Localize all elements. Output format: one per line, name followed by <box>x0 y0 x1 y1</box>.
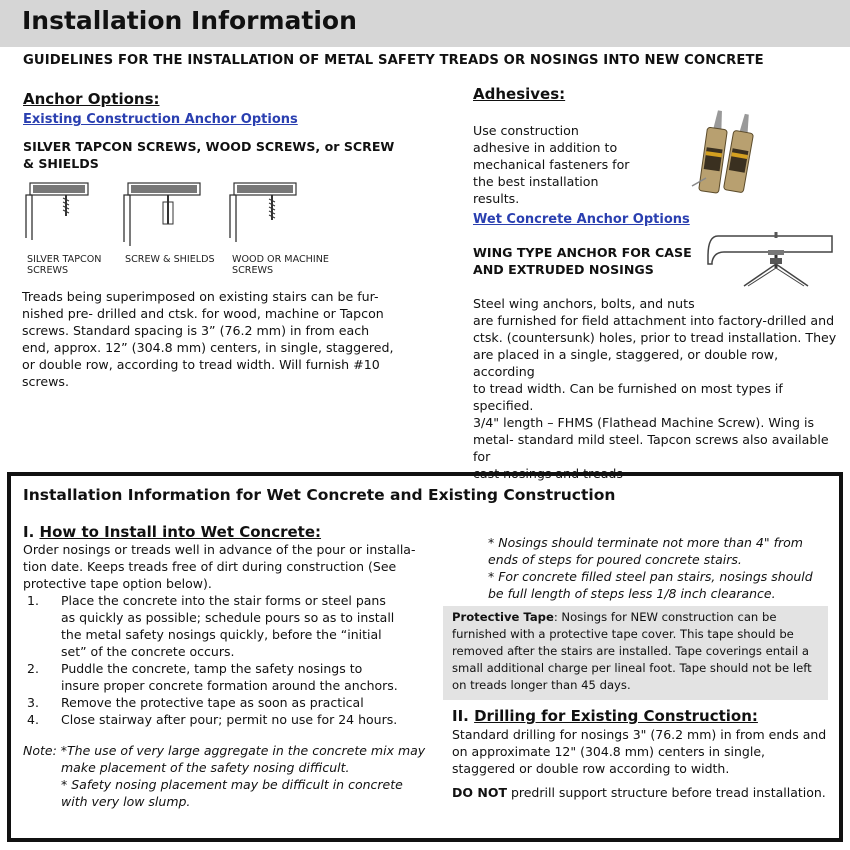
install-step <box>23 711 398 728</box>
do-not-label: DO NOT <box>452 785 507 800</box>
existing-stairs-paragraph: Treads being superimposed on existing stairs can be fur-nished pre- drilled and ctsk. for wood, machine or Tapcon screws. Standard spacing is 3” (76.2 mm) in from each end, approx. 12” (304.8 mm) centers, in single, staggered, or double row, according to tread width. Will furnish #10 screws. <box>22 289 394 389</box>
note-block <box>23 742 426 810</box>
wing-paragraph-line: are placed in a single, staggered, or double row, according <box>473 347 779 379</box>
section-2-title: Drilling for Existing Construction: <box>474 707 758 725</box>
wing-paragraph-line: to tread width. Can be furnished on most types if specified. <box>473 381 783 413</box>
wing-paragraph-line: cast nosings and treads <box>473 466 623 481</box>
caption-tapcon: SILVER TAPCON SCREWS <box>27 254 102 276</box>
adhesives-heading: Adhesives: <box>473 85 566 103</box>
tapcon-tread-image <box>26 183 88 240</box>
existing-construction-anchor-link[interactable]: Existing Construction Anchor Options <box>23 112 298 127</box>
section-2-heading <box>452 707 758 725</box>
header-bar <box>0 0 850 47</box>
caption-wood-machine: WOOD OR MACHINE SCREWS <box>232 254 329 276</box>
do-not-text <box>452 784 827 801</box>
install-step <box>23 660 398 694</box>
protective-tape-body: : Nosings for NEW construction can be furnished with a protective tape cover. This tape should be removed after the stairs are installed. Tape coverings entail a small additional charge per lineal foot. Tape should not be left on treads longer than 45 days. <box>452 610 812 692</box>
wing-anchor-title: WING TYPE ANCHOR FOR CASE AND EXTRUDED NOSINGS <box>473 245 692 277</box>
adhesive-text: Use construction adhesive in addition to mechanical fasteners for the best installation results. <box>473 123 630 206</box>
wood-machine-tread-image <box>230 183 296 242</box>
section-1-heading <box>23 523 321 541</box>
step-text: Remove the protective tape as soon as practical <box>61 695 364 710</box>
step-number: 2. <box>27 661 39 676</box>
nosing-note-line: ends of steps for poured concrete stairs. <box>488 552 742 567</box>
nosing-note-line: be full length of steps less 1/8 inch clearance. <box>488 586 776 601</box>
anchor-options-heading: Anchor Options: <box>23 90 160 108</box>
note-line: * Safety nosing placement may be difficult in concrete <box>61 777 403 792</box>
adhesive-tubes-image <box>682 108 772 196</box>
install-steps-list <box>23 592 398 728</box>
caption-screw-shields: SCREW & SHIELDS <box>125 254 215 265</box>
section-1-prefix: I. <box>23 523 40 541</box>
nosing-note-line: * For concrete filled steel pan stairs, nosings should <box>488 569 813 584</box>
note-label: Note: <box>23 743 61 758</box>
wing-paragraph-line: ctsk. (countersunk) holes, prior to tread installation. They <box>473 330 837 345</box>
nosing-notes <box>488 534 828 602</box>
wing-anchor-image <box>704 228 842 290</box>
section-2-prefix: II. <box>452 707 475 725</box>
step-text: Place the concrete into the stair forms or steel pans as quickly as possible; schedule pours so as to install the metal safety nosings quickly, before the “initial set” of the concrete occurs. <box>61 593 395 659</box>
install-step <box>23 694 398 711</box>
wing-paragraph-line: metal- standard mild steel. Tapcon screws also available for <box>473 432 829 464</box>
nosing-note-line: * Nosings should terminate not more than 4" from <box>488 535 803 550</box>
wet-concrete-anchor-link[interactable]: Wet Concrete Anchor Options <box>473 212 690 227</box>
note-line: make placement of the safety nosing difficult. <box>61 760 350 775</box>
wing-paragraph-line: Steel wing anchors, bolts, and nuts <box>473 296 695 311</box>
page-title: Installation Information <box>22 6 357 35</box>
page-subtitle: GUIDELINES FOR THE INSTALLATION OF METAL SAFETY TREADS OR NOSINGS INTO NEW CONCRETE <box>23 53 764 68</box>
wing-anchor-paragraph <box>473 295 843 482</box>
note-line: with very low slump. <box>61 794 191 809</box>
wing-paragraph-line: are furnished for field attachment into factory-drilled and <box>473 313 835 328</box>
screw-illustrations <box>22 180 342 252</box>
wing-paragraph-line: 3/4" length – FHMS (Flathead Machine Screw). Wing is <box>473 415 815 430</box>
install-step <box>23 592 398 660</box>
section-1-title: How to Install into Wet Concrete: <box>39 523 322 541</box>
step-text: Puddle the concrete, tamp the safety nosings to insure proper concrete formation around the anchors. <box>61 661 398 693</box>
section-1-intro: Order nosings or treads well in advance of the pour or installa-tion date. Keeps treads free of dirt during construction (See protective tape option below). <box>23 542 416 591</box>
screws-title: SILVER TAPCON SCREWS, WOOD SCREWS, or SCREW & SHIELDS <box>23 139 395 171</box>
screw-shields-tread-image <box>124 183 200 246</box>
do-not-body: predrill support structure before tread installation. <box>506 785 826 800</box>
step-number: 3. <box>27 695 39 710</box>
step-number: 1. <box>27 593 39 608</box>
box-title: Installation Information for Wet Concrete and Existing Construction <box>23 486 616 504</box>
step-number: 4. <box>27 712 39 727</box>
section-2-text: Standard drilling for nosings 3" (76.2 mm) in from ends and on approximate 12" (304.8 mm) centers in single, staggered or double row according to width. <box>452 727 827 776</box>
protective-tape-label: Protective Tape <box>452 610 554 624</box>
step-text: Close stairway after pour; permit no use for 24 hours. <box>61 712 398 727</box>
protective-tape-text <box>452 609 824 694</box>
note-line: *The use of very large aggregate in the concrete mix may <box>60 743 426 758</box>
